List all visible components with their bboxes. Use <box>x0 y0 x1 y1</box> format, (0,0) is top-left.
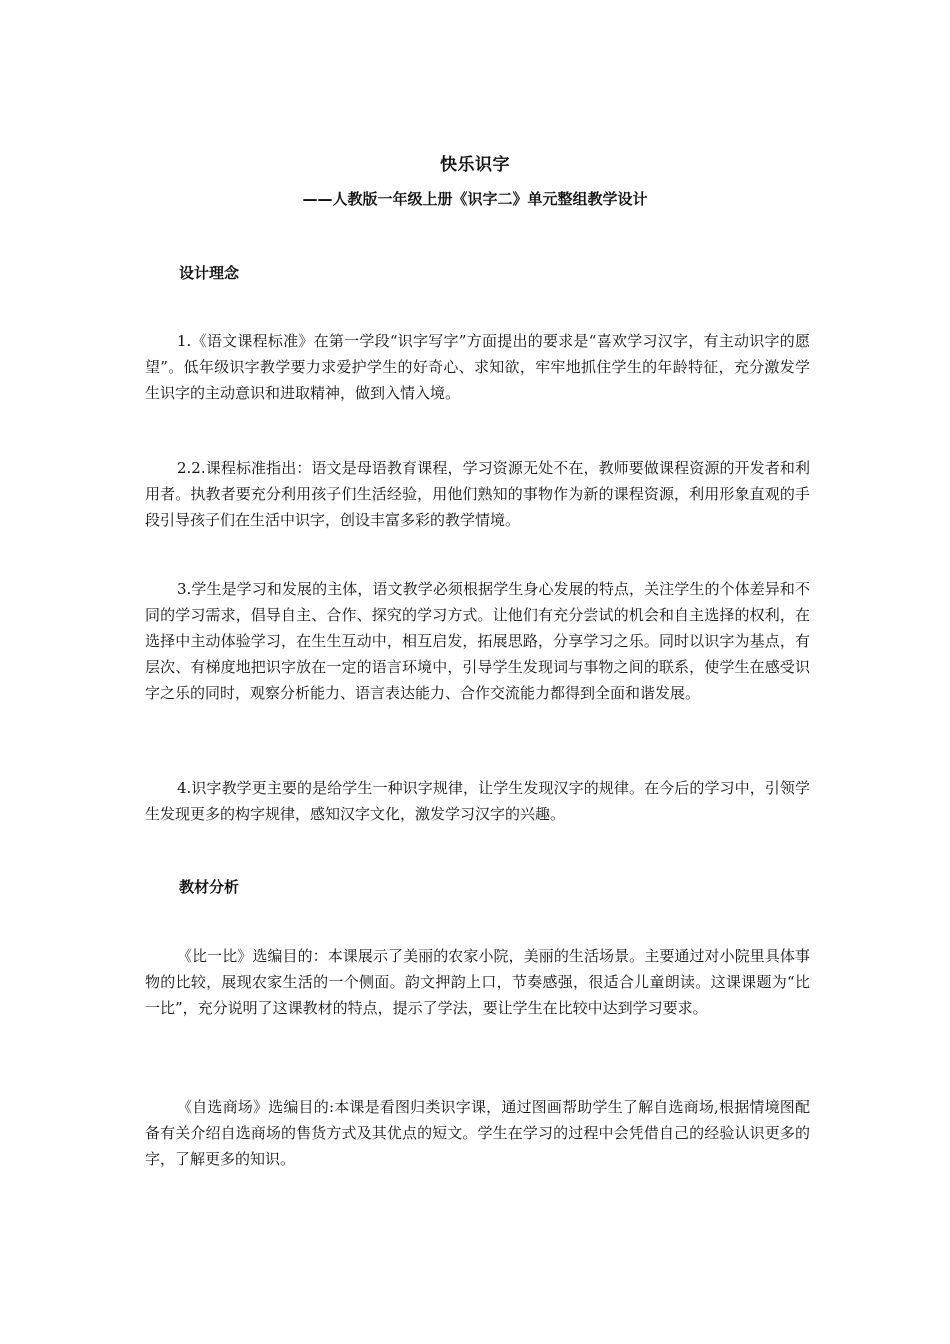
document-title: 快乐识字 <box>440 155 510 175</box>
paragraph-analysis-2: 《自选商场》选编目的:本课是看图归类识字课，通过图画帮助学生了解自选商场,根据情境图配备有关介绍自选商场的售货方式及其优点的短文。学生在学习的过程中会凭借自己的经验认识更多的字，了解更多的知识。 <box>145 1098 810 1168</box>
document-subtitle: ——人教版一年级上册《识字二》单元整组教学设计 <box>302 190 648 208</box>
section-heading-design-concept: 设计理念 <box>179 264 240 282</box>
paragraph-concept-2: 2.2.课程标准指出：语文是母语教育课程，学习资源无处不在，教师要做课程资源的开发者和利用者。执教者要充分利用孩子们生活经验，用他们熟知的事物作为新的课程资源，利用形象直观的手段引导孩子们在生活中识字，创设丰富多彩的教学情境。 <box>145 459 810 529</box>
paragraph-concept-3: 3.学生是学习和发展的主体，语文教学必须根据学生身心发展的特点，关注学生的个体差异和不同的学习需求，倡导自主、合作、探究的学习方式。让他们有充分尝试的机会和自主选择的权利，在选择中主动体验学习，在生生互动中，相互启发，拓展思路，分享学习之乐。同时以识字为基点，有层次、有梯度地把识字放在一定的语言环境中，引导学生发现词与事物之间的联系，使学生在感受识字之乐的同时，观察分析能力、语言表达能力、合作交流能力都得到全面和谐发展。 <box>145 580 810 702</box>
paragraph-concept-4: 4.识字教学更主要的是给学生一种识字规律，让学生发现汉字的规律。在今后的学习中，引领学生发现更多的构字规律，感知汉字文化，激发学习汉字的兴趣。 <box>145 779 810 823</box>
paragraph-analysis-1: 《比一比》选编目的：本课展示了美丽的农家小院，美丽的生活场景。主要通过对小院里具体事物的比较，展现农家生活的一个侧面。韵文押韵上口，节奏感强，很适合儿童朗读。这课课题为“比一比”，充分说明了这课教材的特点，提示了学法，要让学生在比较中达到学习要求。 <box>145 947 810 1017</box>
section-heading-material-analysis: 教材分析 <box>179 878 240 896</box>
paragraph-concept-1: 1.《语文课程标准》在第一学段“识字写字”方面提出的要求是“喜欢学习汉字，有主动识字的愿望”。低年级识字教学要力求爱护学生的好奇心、求知欲，牢牢地抓住学生的年龄特征，充分激发学生识字的主动意识和进取精神，做到入情入境。 <box>145 332 810 402</box>
